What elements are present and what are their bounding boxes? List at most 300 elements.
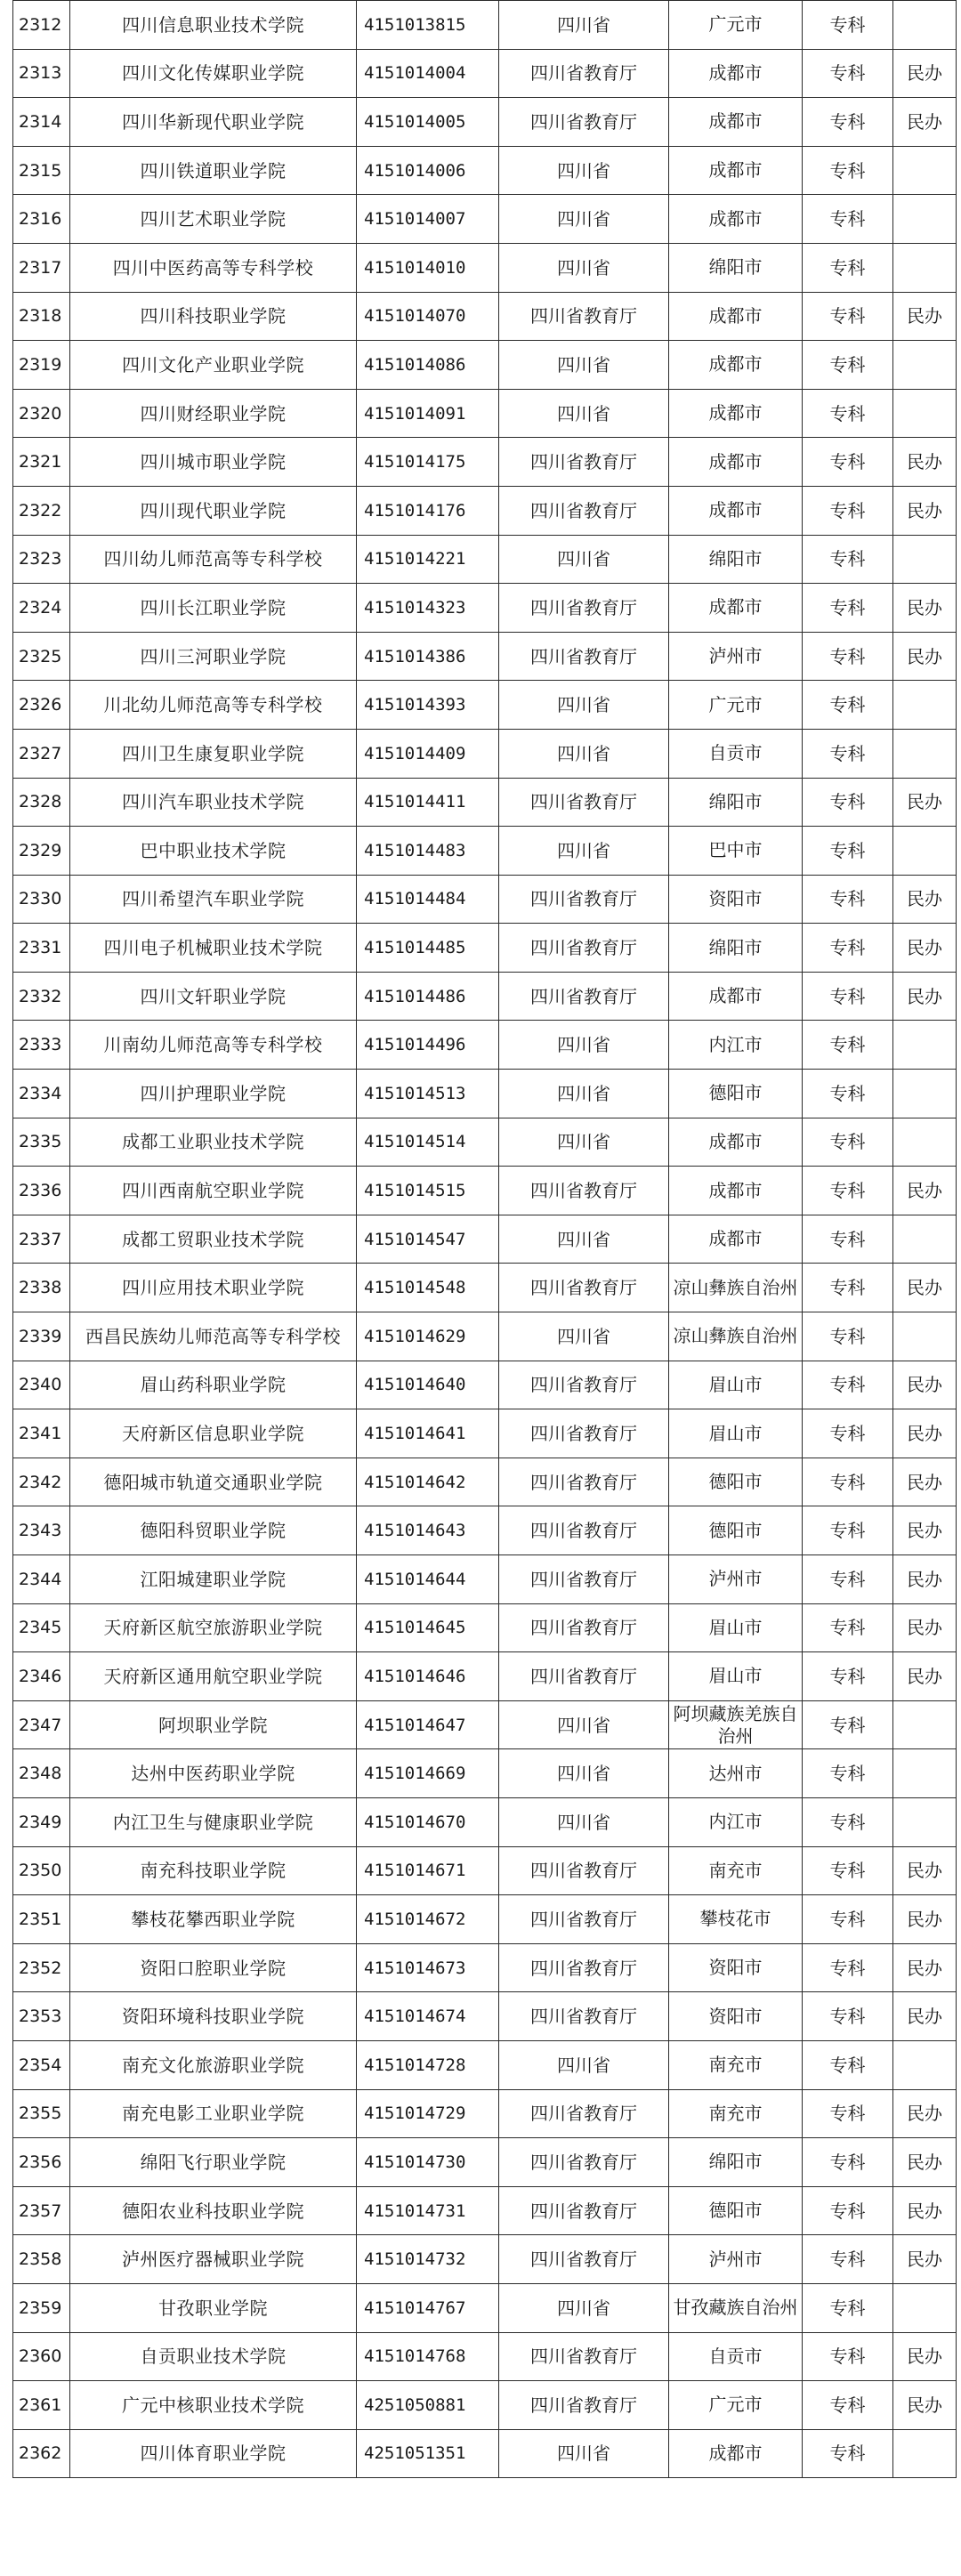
location: 绵阳市: [669, 535, 803, 584]
remark: 民办: [893, 98, 957, 147]
table-row: [13, 1118, 957, 1167]
table-row: [13, 778, 957, 827]
school-name: 四川信息职业技术学院: [70, 1, 357, 50]
location: 甘孜藏族自治州: [669, 2283, 803, 2332]
school-name: 德阳农业科技职业学院: [70, 2186, 357, 2235]
school-code: 4251050881: [357, 2381, 499, 2430]
remark: 民办: [893, 2381, 957, 2430]
row-number: 2355: [13, 2089, 70, 2138]
remark: 民办: [893, 1895, 957, 1944]
education-level: 专科: [803, 146, 893, 195]
table-row: [13, 438, 957, 487]
school-code: 4151014514: [357, 1118, 499, 1167]
education-level: 专科: [803, 195, 893, 244]
location: 南充市: [669, 2089, 803, 2138]
location: 资阳市: [669, 1992, 803, 2041]
remark: [893, 1215, 957, 1264]
table-row: [13, 486, 957, 535]
supervising-department: 四川省: [499, 389, 669, 438]
remark: [893, 146, 957, 195]
school-code: 4151014644: [357, 1555, 499, 1604]
supervising-department: 四川省: [499, 146, 669, 195]
table-row: [13, 146, 957, 195]
education-level: 专科: [803, 1652, 893, 1701]
supervising-department: 四川省教育厅: [499, 1458, 669, 1506]
school-code: 4151014486: [357, 972, 499, 1021]
row-number: 2327: [13, 729, 70, 778]
remark: 民办: [893, 1846, 957, 1895]
school-name: 四川幼儿师范高等专科学校: [70, 535, 357, 584]
location: 眉山市: [669, 1409, 803, 1458]
school-name: 攀枝花攀西职业学院: [70, 1895, 357, 1944]
location: 攀枝花市: [669, 1895, 803, 1944]
education-level: 专科: [803, 2186, 893, 2235]
supervising-department: 四川省教育厅: [499, 2235, 669, 2284]
row-number: 2318: [13, 292, 70, 341]
location: 眉山市: [669, 1361, 803, 1409]
row-number: 2343: [13, 1506, 70, 1555]
school-code: 4151014496: [357, 1021, 499, 1070]
table-row: [13, 875, 957, 924]
location: 泸州市: [669, 2235, 803, 2284]
school-code: 4151014091: [357, 389, 499, 438]
row-number: 2358: [13, 2235, 70, 2284]
row-number: 2356: [13, 2138, 70, 2187]
supervising-department: 四川省: [499, 1070, 669, 1118]
location: 绵阳市: [669, 243, 803, 292]
education-level: 专科: [803, 584, 893, 633]
row-number: 2328: [13, 778, 70, 827]
supervising-department: 四川省: [499, 1312, 669, 1361]
education-level: 专科: [803, 1749, 893, 1798]
location: 眉山市: [669, 1603, 803, 1652]
education-level: 专科: [803, 2283, 893, 2332]
table-row: [13, 2138, 957, 2187]
row-number: 2324: [13, 584, 70, 633]
school-name: 巴中职业技术学院: [70, 827, 357, 876]
school-code: 4151014673: [357, 1943, 499, 1992]
school-code: 4151014674: [357, 1992, 499, 2041]
row-number: 2340: [13, 1361, 70, 1409]
location: 广元市: [669, 2381, 803, 2430]
remark: 民办: [893, 1652, 957, 1701]
row-number: 2338: [13, 1264, 70, 1312]
education-level: 专科: [803, 1070, 893, 1118]
school-name: 天府新区航空旅游职业学院: [70, 1603, 357, 1652]
remark: [893, 1797, 957, 1846]
location: 德阳市: [669, 1070, 803, 1118]
table-row: [13, 2089, 957, 2138]
row-number: 2350: [13, 1846, 70, 1895]
table-row: [13, 535, 957, 584]
school-code: 4151014010: [357, 243, 499, 292]
remark: [893, 1, 957, 50]
location: 凉山彝族自治州: [669, 1264, 803, 1312]
school-name: 南充文化旅游职业学院: [70, 2040, 357, 2089]
table-row: [13, 2040, 957, 2089]
remark: 民办: [893, 1361, 957, 1409]
location: 德阳市: [669, 2186, 803, 2235]
remark: [893, 535, 957, 584]
school-code: 4151014642: [357, 1458, 499, 1506]
row-number: 2335: [13, 1118, 70, 1167]
supervising-department: 四川省教育厅: [499, 2089, 669, 2138]
table-row: [13, 1603, 957, 1652]
supervising-department: 四川省教育厅: [499, 1846, 669, 1895]
school-code: 4151014005: [357, 98, 499, 147]
remark: 民办: [893, 1992, 957, 2041]
education-level: 专科: [803, 1700, 893, 1749]
table-row: [13, 1700, 957, 1749]
row-number: 2314: [13, 98, 70, 147]
supervising-department: 四川省教育厅: [499, 778, 669, 827]
table-row: [13, 2186, 957, 2235]
supervising-department: 四川省: [499, 1700, 669, 1749]
location: 内江市: [669, 1797, 803, 1846]
table-row: [13, 1506, 957, 1555]
row-number: 2317: [13, 243, 70, 292]
remark: 民办: [893, 438, 957, 487]
row-number: 2325: [13, 632, 70, 681]
school-code: 4151014411: [357, 778, 499, 827]
supervising-department: 四川省教育厅: [499, 875, 669, 924]
location: 内江市: [669, 1021, 803, 1070]
supervising-department: 四川省: [499, 243, 669, 292]
remark: 民办: [893, 292, 957, 341]
row-number: 2352: [13, 1943, 70, 1992]
table-row: [13, 2235, 957, 2284]
remark: [893, 389, 957, 438]
supervising-department: 四川省教育厅: [499, 2332, 669, 2381]
remark: 民办: [893, 632, 957, 681]
supervising-department: 四川省: [499, 535, 669, 584]
row-number: 2346: [13, 1652, 70, 1701]
location: 成都市: [669, 972, 803, 1021]
school-name: 资阳环境科技职业学院: [70, 1992, 357, 2041]
row-number: 2337: [13, 1215, 70, 1264]
education-level: 专科: [803, 2429, 893, 2478]
table-row: [13, 1797, 957, 1846]
school-code: 4151014485: [357, 924, 499, 973]
school-name: 江阳城建职业学院: [70, 1555, 357, 1604]
education-level: 专科: [803, 1603, 893, 1652]
school-name: 自贡职业技术学院: [70, 2332, 357, 2381]
school-name: 川南幼儿师范高等专科学校: [70, 1021, 357, 1070]
remark: 民办: [893, 1409, 957, 1458]
supervising-department: 四川省教育厅: [499, 584, 669, 633]
school-name: 四川长江职业学院: [70, 584, 357, 633]
education-level: 专科: [803, 729, 893, 778]
row-number: 2348: [13, 1749, 70, 1798]
location: 成都市: [669, 438, 803, 487]
school-code: 4151014409: [357, 729, 499, 778]
location: 资阳市: [669, 1943, 803, 1992]
row-number: 2313: [13, 49, 70, 98]
remark: [893, 1021, 957, 1070]
location: 资阳市: [669, 875, 803, 924]
education-level: 专科: [803, 2138, 893, 2187]
remark: 民办: [893, 1555, 957, 1604]
remark: 民办: [893, 1264, 957, 1312]
table-row: [13, 1167, 957, 1215]
supervising-department: 四川省教育厅: [499, 1895, 669, 1944]
education-level: 专科: [803, 1458, 893, 1506]
remark: [893, 1700, 957, 1749]
school-name: 四川中医药高等专科学校: [70, 243, 357, 292]
education-level: 专科: [803, 1943, 893, 1992]
location: 自贡市: [669, 729, 803, 778]
school-code: 4151014728: [357, 2040, 499, 2089]
school-code: 4151014547: [357, 1215, 499, 1264]
row-number: 2360: [13, 2332, 70, 2381]
table-row: [13, 1652, 957, 1701]
remark: 民办: [893, 2235, 957, 2284]
location: 广元市: [669, 681, 803, 730]
education-level: 专科: [803, 875, 893, 924]
school-name: 广元中核职业技术学院: [70, 2381, 357, 2430]
education-level: 专科: [803, 1312, 893, 1361]
location: 成都市: [669, 98, 803, 147]
table-row: [13, 1021, 957, 1070]
supervising-department: 四川省: [499, 341, 669, 390]
supervising-department: 四川省: [499, 1215, 669, 1264]
location: 南充市: [669, 2040, 803, 2089]
supervising-department: 四川省: [499, 1021, 669, 1070]
remark: 民办: [893, 1943, 957, 1992]
school-name: 四川城市职业学院: [70, 438, 357, 487]
table-row: [13, 2332, 957, 2381]
remark: 民办: [893, 924, 957, 973]
school-code: 4151014548: [357, 1264, 499, 1312]
table-row: [13, 1, 957, 50]
school-code: 4151014768: [357, 2332, 499, 2381]
remark: [893, 2040, 957, 2089]
education-level: 专科: [803, 1361, 893, 1409]
table-row: [13, 195, 957, 244]
supervising-department: 四川省教育厅: [499, 1506, 669, 1555]
school-name: 泸州医疗器械职业学院: [70, 2235, 357, 2284]
school-code: 4151013815: [357, 1, 499, 50]
supervising-department: 四川省教育厅: [499, 1555, 669, 1604]
school-name: 德阳科贸职业学院: [70, 1506, 357, 1555]
table-row: [13, 1846, 957, 1895]
location: 广元市: [669, 1, 803, 50]
supervising-department: 四川省: [499, 1797, 669, 1846]
school-code: 4151014645: [357, 1603, 499, 1652]
school-name: 四川电子机械职业技术学院: [70, 924, 357, 973]
supervising-department: 四川省教育厅: [499, 49, 669, 98]
row-number: 2330: [13, 875, 70, 924]
row-number: 2332: [13, 972, 70, 1021]
education-level: 专科: [803, 1167, 893, 1215]
school-code: 4151014086: [357, 341, 499, 390]
school-name: 四川应用技术职业学院: [70, 1264, 357, 1312]
school-code: 4151014070: [357, 292, 499, 341]
location: 眉山市: [669, 1652, 803, 1701]
education-level: 专科: [803, 972, 893, 1021]
education-level: 专科: [803, 1215, 893, 1264]
supervising-department: 四川省: [499, 1, 669, 50]
row-number: 2312: [13, 1, 70, 50]
school-code: 4151014732: [357, 2235, 499, 2284]
school-name: 南充科技职业学院: [70, 1846, 357, 1895]
school-name: 内江卫生与健康职业学院: [70, 1797, 357, 1846]
school-name: 四川西南航空职业学院: [70, 1167, 357, 1215]
row-number: 2334: [13, 1070, 70, 1118]
education-level: 专科: [803, 1555, 893, 1604]
location: 德阳市: [669, 1506, 803, 1555]
table-row: [13, 98, 957, 147]
remark: [893, 2283, 957, 2332]
school-name: 四川现代职业学院: [70, 486, 357, 535]
location: 成都市: [669, 1215, 803, 1264]
education-level: 专科: [803, 778, 893, 827]
row-number: 2326: [13, 681, 70, 730]
table-row: [13, 1312, 957, 1361]
table-row: [13, 1992, 957, 2041]
school-code: 4151014393: [357, 681, 499, 730]
location: 泸州市: [669, 632, 803, 681]
remark: [893, 729, 957, 778]
school-list-table: [12, 0, 957, 2478]
school-name: 川北幼儿师范高等专科学校: [70, 681, 357, 730]
supervising-department: 四川省教育厅: [499, 632, 669, 681]
school-name: 西昌民族幼儿师范高等专科学校: [70, 1312, 357, 1361]
school-code: 4251051351: [357, 2429, 499, 2478]
row-number: 2342: [13, 1458, 70, 1506]
school-name: 四川华新现代职业学院: [70, 98, 357, 147]
remark: 民办: [893, 2138, 957, 2187]
remark: 民办: [893, 1458, 957, 1506]
remark: 民办: [893, 778, 957, 827]
supervising-department: 四川省: [499, 195, 669, 244]
supervising-department: 四川省: [499, 681, 669, 730]
supervising-department: 四川省教育厅: [499, 1264, 669, 1312]
row-number: 2323: [13, 535, 70, 584]
table-row: [13, 1749, 957, 1798]
remark: 民办: [893, 49, 957, 98]
education-level: 专科: [803, 341, 893, 390]
remark: [893, 681, 957, 730]
school-code: 4151014484: [357, 875, 499, 924]
supervising-department: 四川省: [499, 2040, 669, 2089]
education-level: 专科: [803, 1846, 893, 1895]
row-number: 2349: [13, 1797, 70, 1846]
remark: 民办: [893, 875, 957, 924]
supervising-department: 四川省教育厅: [499, 2186, 669, 2235]
supervising-department: 四川省: [499, 1118, 669, 1167]
row-number: 2329: [13, 827, 70, 876]
school-name: 眉山药科职业学院: [70, 1361, 357, 1409]
remark: [893, 827, 957, 876]
remark: 民办: [893, 584, 957, 633]
table-row: [13, 389, 957, 438]
supervising-department: 四川省教育厅: [499, 972, 669, 1021]
school-name: 甘孜职业学院: [70, 2283, 357, 2332]
school-name: 四川艺术职业学院: [70, 195, 357, 244]
location: 自贡市: [669, 2332, 803, 2381]
remark: [893, 243, 957, 292]
education-level: 专科: [803, 2235, 893, 2284]
school-name: 天府新区信息职业学院: [70, 1409, 357, 1458]
remark: 民办: [893, 2089, 957, 2138]
school-name: 绵阳飞行职业学院: [70, 2138, 357, 2187]
location: 南充市: [669, 1846, 803, 1895]
remark: 民办: [893, 486, 957, 535]
school-name: 四川科技职业学院: [70, 292, 357, 341]
table-row: [13, 1458, 957, 1506]
school-code: 4151014323: [357, 584, 499, 633]
school-code: 4151014670: [357, 1797, 499, 1846]
location: 成都市: [669, 1167, 803, 1215]
location: 绵阳市: [669, 2138, 803, 2187]
location: 泸州市: [669, 1555, 803, 1604]
school-code: 4151014513: [357, 1070, 499, 1118]
education-level: 专科: [803, 2332, 893, 2381]
education-level: 专科: [803, 1797, 893, 1846]
table-row: [13, 2381, 957, 2430]
supervising-department: 四川省教育厅: [499, 1603, 669, 1652]
row-number: 2347: [13, 1700, 70, 1749]
table-row: [13, 1264, 957, 1312]
supervising-department: 四川省教育厅: [499, 1992, 669, 2041]
table-row: [13, 584, 957, 633]
row-number: 2322: [13, 486, 70, 535]
education-level: 专科: [803, 98, 893, 147]
location: 成都市: [669, 584, 803, 633]
education-level: 专科: [803, 1409, 893, 1458]
row-number: 2362: [13, 2429, 70, 2478]
remark: 民办: [893, 972, 957, 1021]
row-number: 2354: [13, 2040, 70, 2089]
supervising-department: 四川省教育厅: [499, 438, 669, 487]
supervising-department: 四川省: [499, 827, 669, 876]
school-name: 天府新区通用航空职业学院: [70, 1652, 357, 1701]
supervising-department: 四川省教育厅: [499, 1361, 669, 1409]
school-code: 4151014767: [357, 2283, 499, 2332]
remark: 民办: [893, 2332, 957, 2381]
school-code: 4151014629: [357, 1312, 499, 1361]
location: 成都市: [669, 146, 803, 195]
remark: [893, 2429, 957, 2478]
row-number: 2351: [13, 1895, 70, 1944]
school-code: 4151014646: [357, 1652, 499, 1701]
table-row: [13, 1943, 957, 1992]
row-number: 2331: [13, 924, 70, 973]
row-number: 2353: [13, 1992, 70, 2041]
location: 成都市: [669, 389, 803, 438]
school-name: 四川希望汽车职业学院: [70, 875, 357, 924]
school-code: 4151014669: [357, 1749, 499, 1798]
remark: 民办: [893, 2186, 957, 2235]
row-number: 2319: [13, 341, 70, 390]
row-number: 2320: [13, 389, 70, 438]
table-row: [13, 972, 957, 1021]
school-code: 4151014730: [357, 2138, 499, 2187]
school-name: 四川体育职业学院: [70, 2429, 357, 2478]
education-level: 专科: [803, 486, 893, 535]
row-number: 2361: [13, 2381, 70, 2430]
row-number: 2315: [13, 146, 70, 195]
supervising-department: 四川省: [499, 1749, 669, 1798]
education-level: 专科: [803, 2381, 893, 2430]
school-code: 4151014731: [357, 2186, 499, 2235]
school-name: 资阳口腔职业学院: [70, 1943, 357, 1992]
remark: 民办: [893, 1603, 957, 1652]
table-row: [13, 2429, 957, 2478]
education-level: 专科: [803, 535, 893, 584]
school-code: 4151014641: [357, 1409, 499, 1458]
